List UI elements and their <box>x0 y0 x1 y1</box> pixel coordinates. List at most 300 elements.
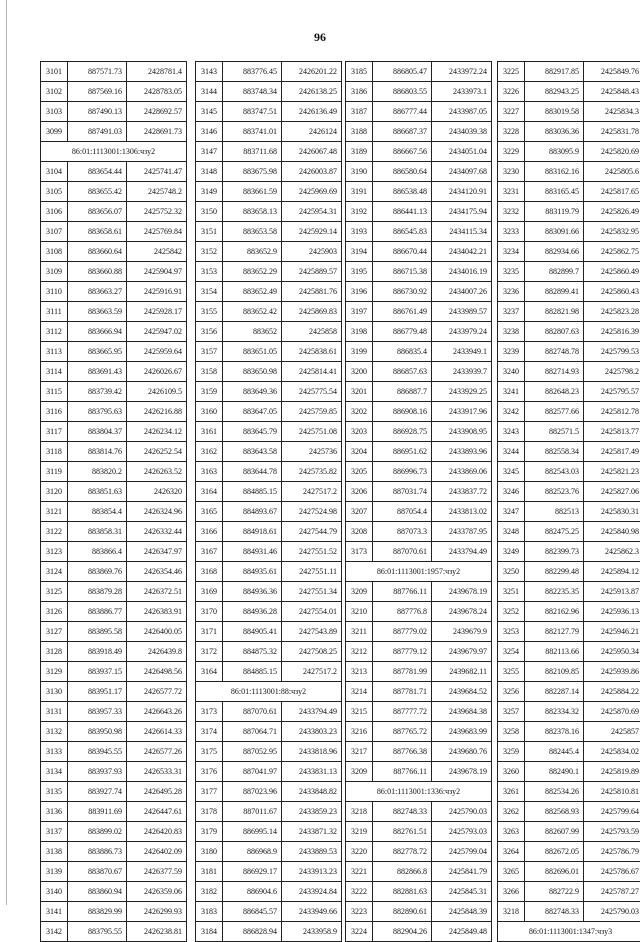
table-row <box>346 622 492 642</box>
table-row <box>41 622 187 642</box>
coordinate-y: 2425831.78 <box>584 122 640 142</box>
coordinate-x: 883860.94 <box>68 882 127 902</box>
point-number: 3253 <box>498 622 525 642</box>
coordinate-y: 2425821.23 <box>584 462 640 482</box>
point-number: 3182 <box>196 882 223 902</box>
coordinate-x: 883829.99 <box>68 902 127 922</box>
coordinate-y: 2426402.09 <box>127 842 187 862</box>
table-row <box>346 582 492 602</box>
point-number: 3099 <box>41 122 68 142</box>
table-row <box>196 102 342 122</box>
coordinate-y: 2433913.23 <box>282 862 342 882</box>
point-number: 3245 <box>498 462 525 482</box>
table-row <box>346 142 492 162</box>
point-number: 3139 <box>41 862 68 882</box>
table-row <box>346 242 492 262</box>
coordinate-y: 2425946.21 <box>584 622 640 642</box>
table-row <box>41 202 187 222</box>
point-number: 3148 <box>196 162 223 182</box>
point-number: 3229 <box>498 142 525 162</box>
coordinate-x: 886805.47 <box>373 62 432 82</box>
coordinate-y: 2426332.44 <box>127 522 187 542</box>
point-number: 3146 <box>196 122 223 142</box>
coordinate-y: 2426439.8 <box>127 642 187 662</box>
table-row <box>41 802 187 822</box>
coordinate-y: 2425748.2 <box>127 182 187 202</box>
table-row <box>41 442 187 462</box>
table-row <box>41 182 187 202</box>
point-number: 3222 <box>346 882 373 902</box>
table-row <box>346 202 492 222</box>
point-number: 3186 <box>346 82 373 102</box>
coordinate-y: 2433871.32 <box>282 822 342 842</box>
coordinate-x: 882523.76 <box>525 482 584 502</box>
coordinate-x: 884905.41 <box>223 622 282 642</box>
table-row <box>346 322 492 342</box>
point-number: 3209 <box>346 762 373 782</box>
coordinate-x: 883918.49 <box>68 642 127 662</box>
coordinate-y: 2434042.21 <box>432 242 492 262</box>
coordinate-y: 2425814.41 <box>282 362 342 382</box>
table-row <box>41 262 187 282</box>
point-number: 3115 <box>41 382 68 402</box>
table-row <box>346 382 492 402</box>
coordinate-y: 2425786.67 <box>584 862 640 882</box>
point-number: 3261 <box>498 782 525 802</box>
coordinate-y: 2425969.69 <box>282 182 342 202</box>
table-row <box>498 102 640 122</box>
point-number: 3173 <box>196 702 223 722</box>
coordinate-y: 2425881.76 <box>282 282 342 302</box>
point-number: 3209 <box>346 582 373 602</box>
table-row <box>346 342 492 362</box>
coordinate-y: 2433831.13 <box>282 762 342 782</box>
coordinate-x: 882607.99 <box>525 822 584 842</box>
coordinate-x: 883162.16 <box>525 162 584 182</box>
table-row <box>346 82 492 102</box>
coordinate-x: 883711.68 <box>223 142 282 162</box>
coordinate-x: 883795.55 <box>68 922 127 942</box>
coordinate-x: 887011.67 <box>223 802 282 822</box>
coordinate-x: 882748.33 <box>373 802 432 822</box>
coordinate-x: 887766.11 <box>373 582 432 602</box>
point-number: 3101 <box>41 62 68 82</box>
coordinate-y: 2426201.22 <box>282 62 342 82</box>
coordinate-x: 887766.38 <box>373 742 432 762</box>
table-row <box>196 342 342 362</box>
table-row <box>196 862 342 882</box>
coordinate-y: 2425790.03 <box>432 802 492 822</box>
point-number: 3187 <box>346 102 373 122</box>
coordinate-x: 882890.61 <box>373 902 432 922</box>
point-number: 3180 <box>196 842 223 862</box>
coordinate-x: 884931.46 <box>223 542 282 562</box>
coordinate-y: 2434051.04 <box>432 142 492 162</box>
coordinate-x: 882534.26 <box>525 782 584 802</box>
coordinate-x: 882109.85 <box>525 662 584 682</box>
point-number: 3145 <box>196 102 223 122</box>
coordinate-y: 2426234.12 <box>127 422 187 442</box>
point-number: 3150 <box>196 202 223 222</box>
point-number: 3249 <box>498 542 525 562</box>
coordinate-x: 886929.17 <box>223 862 282 882</box>
coordinate-y: 2425793.03 <box>432 822 492 842</box>
coordinate-y: 2425959.64 <box>127 342 187 362</box>
point-number: 3232 <box>498 202 525 222</box>
point-number: 3185 <box>346 62 373 82</box>
coordinate-y: 2425820.69 <box>584 142 640 162</box>
point-number: 3217 <box>346 742 373 762</box>
table-row <box>346 822 492 842</box>
point-number: 3199 <box>346 342 373 362</box>
point-number: 3173 <box>346 542 373 562</box>
table-row <box>196 722 342 742</box>
coordinate-x: 882778.72 <box>373 842 432 862</box>
coordinate-x: 882696.01 <box>525 862 584 882</box>
coordinate-x: 883886.77 <box>68 602 127 622</box>
coordinate-x: 883654.44 <box>68 162 127 182</box>
coordinate-y: 2433987.05 <box>432 102 492 122</box>
point-number: 3259 <box>498 742 525 762</box>
table-row <box>498 402 640 422</box>
coordinate-y: 2434039.38 <box>432 122 492 142</box>
coordinate-x: 887777.72 <box>373 702 432 722</box>
point-number: 3206 <box>346 482 373 502</box>
coordinate-x: 883748.34 <box>223 82 282 102</box>
coordinate-y: 2425838.61 <box>282 342 342 362</box>
point-number: 3170 <box>196 602 223 622</box>
coordinate-y: 2425799.64 <box>584 802 640 822</box>
coordinate-y: 2425840.98 <box>584 522 640 542</box>
table-row <box>41 422 187 442</box>
table-row <box>498 242 640 262</box>
table-row <box>41 342 187 362</box>
coordinate-y: 2425832.95 <box>584 222 640 242</box>
table-row <box>346 722 492 742</box>
point-number: 3102 <box>41 82 68 102</box>
point-number: 3263 <box>498 822 525 842</box>
point-number: 3134 <box>41 762 68 782</box>
coordinate-x: 882866.8 <box>373 862 432 882</box>
coordinate-x: 883937.93 <box>68 762 127 782</box>
table-row <box>498 662 640 682</box>
point-number: 3154 <box>196 282 223 302</box>
coordinate-x: 883645.79 <box>223 422 282 442</box>
coordinate-x: 882445.4 <box>525 742 584 762</box>
coordinate-x: 887041.97 <box>223 762 282 782</box>
point-number: 3195 <box>346 262 373 282</box>
table-row <box>498 602 640 622</box>
coordinate-y: 2439684.38 <box>432 702 492 722</box>
coordinate-y: 2425916.91 <box>127 282 187 302</box>
point-number: 3233 <box>498 222 525 242</box>
point-number: 3105 <box>41 182 68 202</box>
section-label: 86:01:1113001:1336:чзу2 <box>346 782 492 802</box>
table-row <box>346 542 492 562</box>
coordinate-x: 882568.93 <box>525 802 584 822</box>
point-number: 3239 <box>498 342 525 362</box>
coordinate-y: 2426136.49 <box>282 102 342 122</box>
coordinate-x: 887070.61 <box>223 702 282 722</box>
coordinate-y: 2426383.91 <box>127 602 187 622</box>
point-number: 3159 <box>196 382 223 402</box>
point-number: 3190 <box>346 162 373 182</box>
point-number: 3194 <box>346 242 373 262</box>
coordinate-y: 2427517.2 <box>282 482 342 502</box>
coordinate-y: 2425904.97 <box>127 262 187 282</box>
table-row <box>346 182 492 202</box>
table-row <box>346 522 492 542</box>
coordinate-y: 2427551.11 <box>282 562 342 582</box>
coordinate-x: 886761.49 <box>373 302 432 322</box>
coordinate-x: 883866.4 <box>68 542 127 562</box>
coordinate-x: 882821.98 <box>525 302 584 322</box>
table-row <box>196 562 342 582</box>
table-row <box>41 922 187 942</box>
point-number: 3133 <box>41 742 68 762</box>
table-row <box>41 242 187 262</box>
table-row <box>498 562 640 582</box>
section-header-row <box>196 682 342 702</box>
point-number: 3242 <box>498 402 525 422</box>
coordinate-x: 886670.44 <box>373 242 432 262</box>
coordinate-x: 886887.7 <box>373 382 432 402</box>
point-number: 3153 <box>196 262 223 282</box>
coordinate-y: 2425805.6 <box>584 162 640 182</box>
point-number: 3265 <box>498 862 525 882</box>
point-number: 3121 <box>41 502 68 522</box>
table-row <box>41 102 187 122</box>
coordinate-x: 882490.1 <box>525 762 584 782</box>
coordinate-table-1 <box>40 61 187 942</box>
coordinate-x: 882513 <box>525 502 584 522</box>
table-row <box>346 362 492 382</box>
coordinate-y: 2425858 <box>282 322 342 342</box>
table-row <box>196 582 342 602</box>
coordinate-x: 887765.72 <box>373 722 432 742</box>
coordinate-y: 2425913.87 <box>584 582 640 602</box>
table-row <box>41 702 187 722</box>
table-row <box>41 642 187 662</box>
point-number: 3250 <box>498 562 525 582</box>
coordinate-x: 883870.67 <box>68 862 127 882</box>
table-row <box>196 522 342 542</box>
coordinate-y: 2433893.96 <box>432 442 492 462</box>
table-row <box>346 642 492 662</box>
point-number: 3218 <box>498 902 525 922</box>
table-row <box>498 182 640 202</box>
coordinate-y: 2439680.76 <box>432 742 492 762</box>
section-header-row <box>346 562 492 582</box>
point-number: 3189 <box>346 142 373 162</box>
point-number: 3252 <box>498 602 525 622</box>
table-row <box>196 782 342 802</box>
table-row <box>498 582 640 602</box>
coordinate-y: 2427508.25 <box>282 642 342 662</box>
point-number: 3254 <box>498 642 525 662</box>
point-number: 3156 <box>196 322 223 342</box>
coordinate-x: 883739.42 <box>68 382 127 402</box>
point-number: 3142 <box>41 922 68 942</box>
table-row <box>498 122 640 142</box>
table-row <box>498 82 640 102</box>
table-row <box>346 222 492 242</box>
coordinate-x: 887052.95 <box>223 742 282 762</box>
point-number: 3212 <box>346 642 373 662</box>
coordinate-x: 884935.61 <box>223 562 282 582</box>
coordinate-x: 886715.38 <box>373 262 432 282</box>
table-row <box>346 262 492 282</box>
table-row <box>196 142 342 162</box>
table-row <box>196 482 342 502</box>
coordinate-x: 883741.01 <box>223 122 282 142</box>
table-row <box>498 142 640 162</box>
coordinate-x: 886777.44 <box>373 102 432 122</box>
coordinate-x: 883945.55 <box>68 742 127 762</box>
coordinate-x: 886779.48 <box>373 322 432 342</box>
table-row <box>196 242 342 262</box>
table-row <box>498 302 640 322</box>
page-number: 96 <box>0 30 640 45</box>
point-number: 3188 <box>346 122 373 142</box>
point-number: 3208 <box>346 522 373 542</box>
point-number: 3108 <box>41 242 68 262</box>
coordinate-x: 883854.4 <box>68 502 127 522</box>
coordinate-x: 882127.79 <box>525 622 584 642</box>
coordinate-y: 2433818.96 <box>282 742 342 762</box>
coordinate-y: 2433924.84 <box>282 882 342 902</box>
coordinate-x: 883869.76 <box>68 562 127 582</box>
coordinate-x: 886857.63 <box>373 362 432 382</box>
coordinate-x: 883643.58 <box>223 442 282 462</box>
coordinate-y: 2426577.72 <box>127 682 187 702</box>
table-row <box>41 862 187 882</box>
coordinate-y: 2426003.87 <box>282 162 342 182</box>
coordinate-x: 882162.96 <box>525 602 584 622</box>
coordinate-x: 883660.88 <box>68 262 127 282</box>
coordinate-x: 883957.33 <box>68 702 127 722</box>
point-number: 3248 <box>498 522 525 542</box>
point-number: 3218 <box>346 802 373 822</box>
section-header-row <box>498 922 640 942</box>
table-row <box>346 842 492 862</box>
point-number: 3184 <box>196 922 223 942</box>
table-row <box>41 62 187 82</box>
coordinate-y: 2433949.1 <box>432 342 492 362</box>
coordinate-x: 886928.75 <box>373 422 432 442</box>
coordinate-y: 2433869.06 <box>432 462 492 482</box>
point-number: 3219 <box>346 822 373 842</box>
coordinate-x: 884885.15 <box>223 482 282 502</box>
coordinate-x: 886995.14 <box>223 822 282 842</box>
coordinate-x: 884875.32 <box>223 642 282 662</box>
table-row <box>41 782 187 802</box>
coordinate-y: 2433958.9 <box>282 922 342 942</box>
point-number: 3122 <box>41 522 68 542</box>
coordinate-y: 2439678.19 <box>432 762 492 782</box>
coordinate-y: 2433787.95 <box>432 522 492 542</box>
coordinate-x: 883655.42 <box>68 182 127 202</box>
coordinate-x: 883675.98 <box>223 162 282 182</box>
coordinate-x: 887779.12 <box>373 642 432 662</box>
point-number: 3216 <box>346 722 373 742</box>
point-number: 3166 <box>196 522 223 542</box>
table-row <box>41 602 187 622</box>
coordinate-y: 2425736 <box>282 442 342 462</box>
coordinate-y: 2433837.72 <box>432 482 492 502</box>
table-row <box>41 162 187 182</box>
coordinate-y: 2428691.73 <box>127 122 187 142</box>
point-number: 3231 <box>498 182 525 202</box>
table-row <box>498 842 640 862</box>
coordinate-x: 882287.14 <box>525 682 584 702</box>
coordinate-y: 2426026.67 <box>127 362 187 382</box>
coordinate-y: 2433859.23 <box>282 802 342 822</box>
point-number: 3234 <box>498 242 525 262</box>
point-number: 3255 <box>498 662 525 682</box>
coordinate-y: 2426216.88 <box>127 402 187 422</box>
table-row <box>41 742 187 762</box>
coordinate-y: 2425857 <box>584 722 640 742</box>
table-row <box>41 402 187 422</box>
coordinate-x: 883895.58 <box>68 622 127 642</box>
coordinate-x: 886730.92 <box>373 282 432 302</box>
coordinate-x: 882378.16 <box>525 722 584 742</box>
table-row <box>498 162 640 182</box>
point-number: 3224 <box>346 922 373 942</box>
table-row <box>346 102 492 122</box>
table-row <box>196 62 342 82</box>
point-number: 3243 <box>498 422 525 442</box>
table-row <box>196 122 342 142</box>
coordinate-x: 883951.17 <box>68 682 127 702</box>
section-header-row <box>346 782 492 802</box>
coordinate-x: 887073.3 <box>373 522 432 542</box>
coordinate-x: 882943.25 <box>525 82 584 102</box>
table-row <box>498 442 640 462</box>
coordinate-x: 883658.13 <box>223 202 282 222</box>
coordinate-x: 886580.64 <box>373 162 432 182</box>
table-row <box>41 222 187 242</box>
coordinate-x: 886441.13 <box>373 202 432 222</box>
table-row <box>498 342 640 362</box>
coordinate-x: 883665.95 <box>68 342 127 362</box>
coordinate-y: 2439682.11 <box>432 662 492 682</box>
coordinate-y: 2425790.03 <box>584 902 640 922</box>
point-number: 3109 <box>41 262 68 282</box>
section-label: 86:01:1113001:1306:чзу2 <box>41 142 187 162</box>
point-number: 3164 <box>196 482 223 502</box>
coordinate-y: 2425817.65 <box>584 182 640 202</box>
coordinate-y: 2425834.02 <box>584 742 640 762</box>
coordinate-x: 886845.57 <box>223 902 282 922</box>
point-number: 3116 <box>41 402 68 422</box>
coordinate-y: 2433848.82 <box>282 782 342 802</box>
table-row <box>346 282 492 302</box>
coordinate-y: 2426320 <box>127 482 187 502</box>
coordinate-y: 2439679.97 <box>432 642 492 662</box>
table-row <box>196 842 342 862</box>
coordinate-y: 2425849.76 <box>584 62 640 82</box>
coordinate-x: 882577.66 <box>525 402 584 422</box>
coordinate-y: 2428781.4 <box>127 62 187 82</box>
coordinate-y: 2433889.53 <box>282 842 342 862</box>
coordinate-x: 882899.41 <box>525 282 584 302</box>
coordinate-x: 886667.56 <box>373 142 432 162</box>
coordinate-y: 2425928.17 <box>127 302 187 322</box>
point-number: 3117 <box>41 422 68 442</box>
coordinate-y: 2425860.43 <box>584 282 640 302</box>
